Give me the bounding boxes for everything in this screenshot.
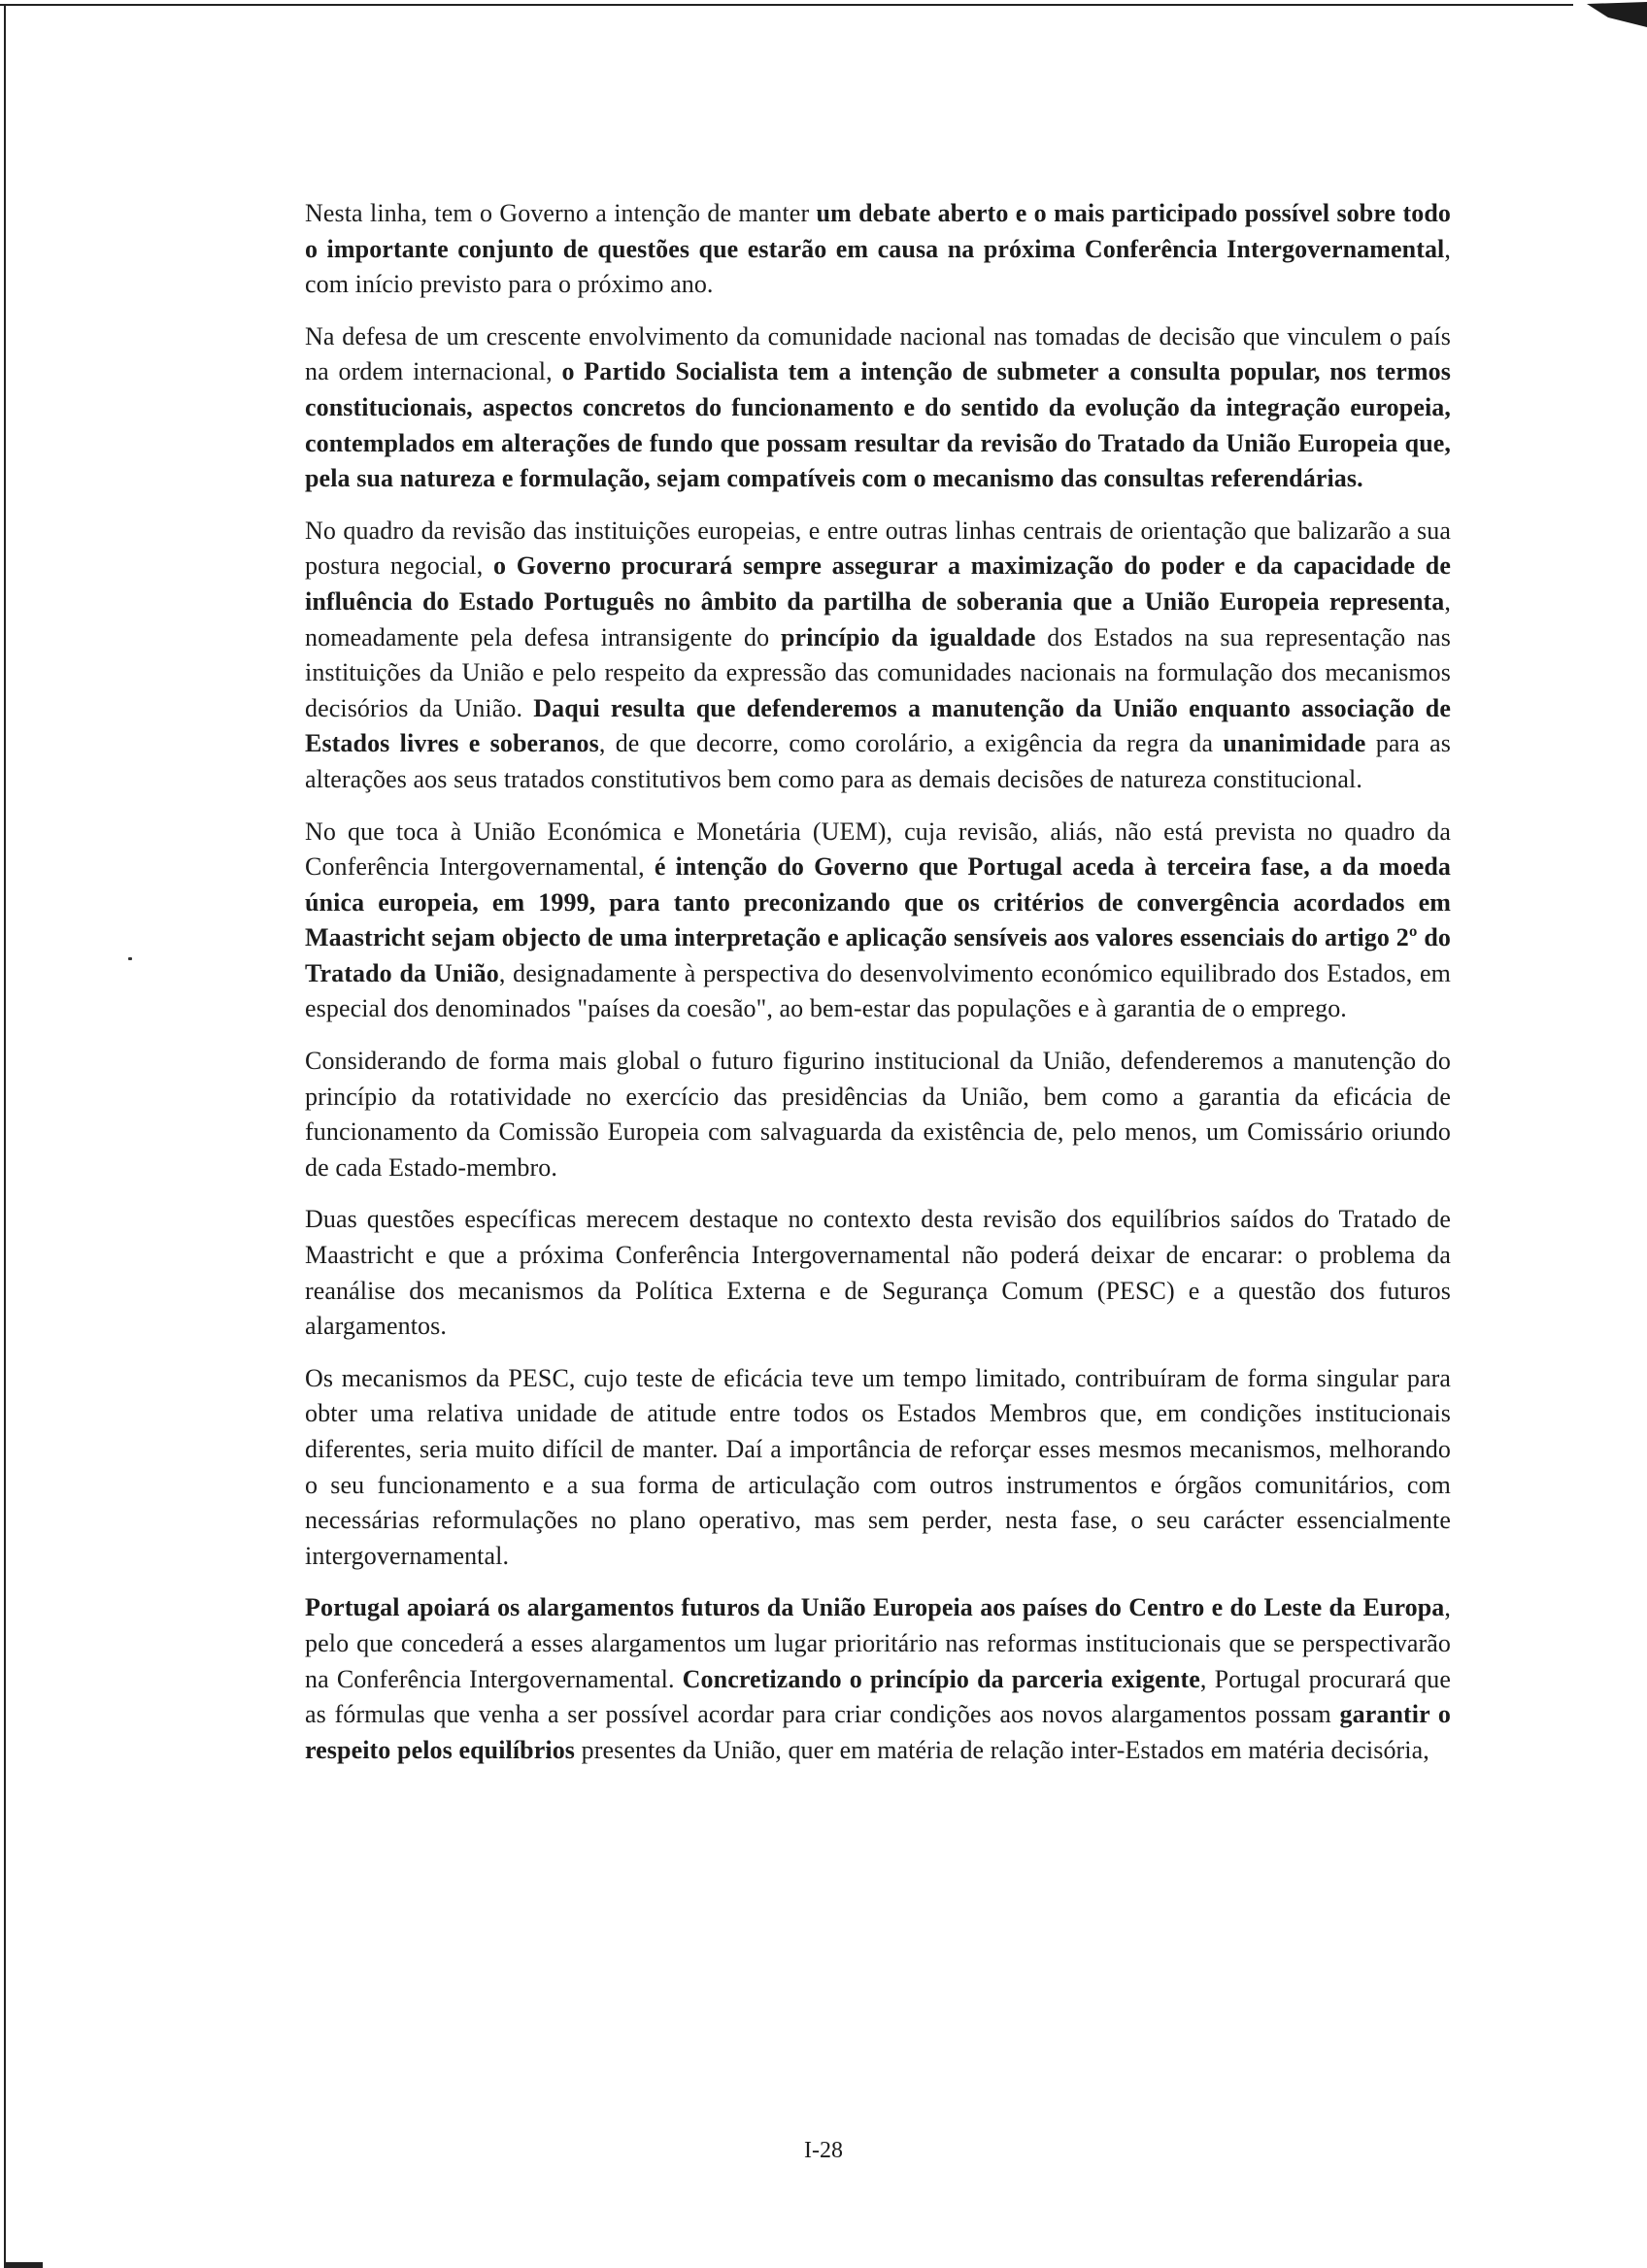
bold-run: Concretizando o princípio da parceria exigente <box>682 1664 1200 1693</box>
text-run: Nesta linha, tem o Governo a intenção de manter <box>305 199 817 227</box>
text-run: Considerando de forma mais global o futuro figurino institucional da União, defenderemos a manutenção do princípio da rotatividade no exercício das presidências da União, bem como a garantia da eficácia de funcionamento da Comissão Europeia com salvaguarda da existência de, pelo menos, um Comissário oriundo de cada Estado-membro. <box>305 1047 1451 1182</box>
text-run: para as alterações aos seus tratados constitutivos bem como para as demais decisões de natureza constitucional. <box>305 729 1452 793</box>
bold-run: o Governo procurará sempre assegurar a maximização do poder e da capacidade de influência do Estado Português no âmbito da partilha de soberania que a União Europeia representa <box>305 551 1451 616</box>
paragraph-3 <box>305 514 1451 798</box>
text-run: , nomeadamente pela defesa intransigente do <box>305 586 1451 651</box>
page-number: I-28 <box>804 2138 843 2163</box>
bold-run: unanimidade <box>1223 729 1366 758</box>
text-run: Duas questões específicas merecem destaque no contexto desta revisão dos equilíbrios saídos do Tratado de Maastricht e que a próxima Conferência Intergovernamental não poderá deixar de encarar: o problema da reanálise dos mecanismos da Política Externa e de Segurança Comum (PESC) e a questão dos futuros alargamentos. <box>305 1205 1451 1341</box>
paragraph-6 <box>305 1202 1451 1344</box>
paragraph-4 <box>305 815 1451 1028</box>
bold-run: o Partido Socialista tem a intenção de submeter a consulta popular, nos termos constitucionais, aspectos concretos do funcionamento e do sentido da evolução da integração europeia, contemplados em alterações de fundo que possam resultar da revisão do Tratado da União Europeia que, pela sua natureza e formulação, sejam compatíveis com o mecanismo das consultas referendárias. <box>305 357 1451 493</box>
paragraph-8 <box>305 1590 1451 1768</box>
text-run: No quadro da revisão das instituições europeias, e entre outras linhas centrais de orientação que balizarão a sua postura negocial, <box>305 516 1451 581</box>
bold-run: um debate aberto e o mais participado possível sobre todo o importante conjunto de questões que estarão em causa na próxima Conferência Intergovernamental <box>305 199 1451 263</box>
text-run: dos Estados na sua representação nas instituições da União e pelo respeito da expressão das comunidades nacionais na formulação dos mecanismos decisórios da União. <box>305 622 1451 722</box>
text-run: , com início previsto para o próximo ano. <box>305 234 1451 299</box>
bold-run: princípio da igualdade <box>780 622 1036 651</box>
bold-run: Portugal apoiará os alargamentos futuros da União Europeia aos países do Centro e do Leste da Europa <box>305 1593 1445 1622</box>
text-run: , Portugal procurará que as fórmulas que venha a ser possível acordar para criar condições aos novos alargamentos possam <box>305 1664 1451 1729</box>
paragraph-1 <box>305 196 1451 303</box>
text-run: presentes da União, quer em matéria de relação inter-Estados em matéria decisória, <box>575 1735 1429 1764</box>
text-run: No que toca à União Económica e Monetária (UEM), cuja revisão, aliás, não está prevista no quadro da Conferência Intergovernamental, <box>305 817 1451 882</box>
scan-corner-bottom-left <box>4 2262 43 2268</box>
text-run: , de que decorre, como corolário, a exigência da regra da <box>598 729 1224 758</box>
text-run: , pelo que concederá a esses alargamentos um lugar prioritário nas reformas institucionais que se perspectivarão na Conferência Intergovernamental. <box>305 1593 1451 1693</box>
document-body <box>305 196 1451 1784</box>
paragraph-2 <box>305 319 1451 497</box>
bold-run: Daqui resulta que defenderemos a manutenção da União enquanto associação de Estados livres e soberanos <box>305 693 1451 758</box>
paragraph-7 <box>305 1361 1451 1575</box>
scan-border-left <box>4 4 6 2262</box>
bold-run: é intenção do Governo que Portugal aceda à terceira fase, a da moeda única europeia, em 1999, para tanto preconizando que os critérios de convergência acordados em Maastricht sejam objecto de uma interpretação e aplicação sensíveis aos valores essenciais do artigo 2º do Tratado da União <box>305 852 1451 987</box>
bold-run: garantir o respeito pelos equilíbrios <box>305 1700 1451 1764</box>
scan-corner-mark <box>1579 2 1647 35</box>
text-run: Os mecanismos da PESC, cujo teste de eficácia teve um tempo limitado, contribuíram de forma singular para obter uma relativa unidade de atitude entre todos os Estados Membros que, em condições institucionais diferentes, seria muito difícil de manter. Daí a importância de reforçar esses mesmos mecanismos, melhorando o seu funcionamento e a sua forma de articulação com outros instrumentos e órgãos comunitários, com necessárias reformulações no plano operativo, mas sem perder, nesta fase, o seu carácter essencialmente intergovernamental. <box>305 1363 1451 1570</box>
paragraph-5 <box>305 1044 1451 1185</box>
text-run: Na defesa de um crescente envolvimento da comunidade nacional nas tomadas de decisão que vinculem o país na ordem internacional, <box>305 321 1451 386</box>
scan-border-top <box>0 4 1573 6</box>
text-run: , designadamente à perspectiva do desenvolvimento económico equilibrado dos Estados, em especial dos denominados "países da coesão", ao bem-estar das populações e à garantia de o emprego. <box>305 958 1451 1023</box>
scan-speck <box>128 957 132 960</box>
